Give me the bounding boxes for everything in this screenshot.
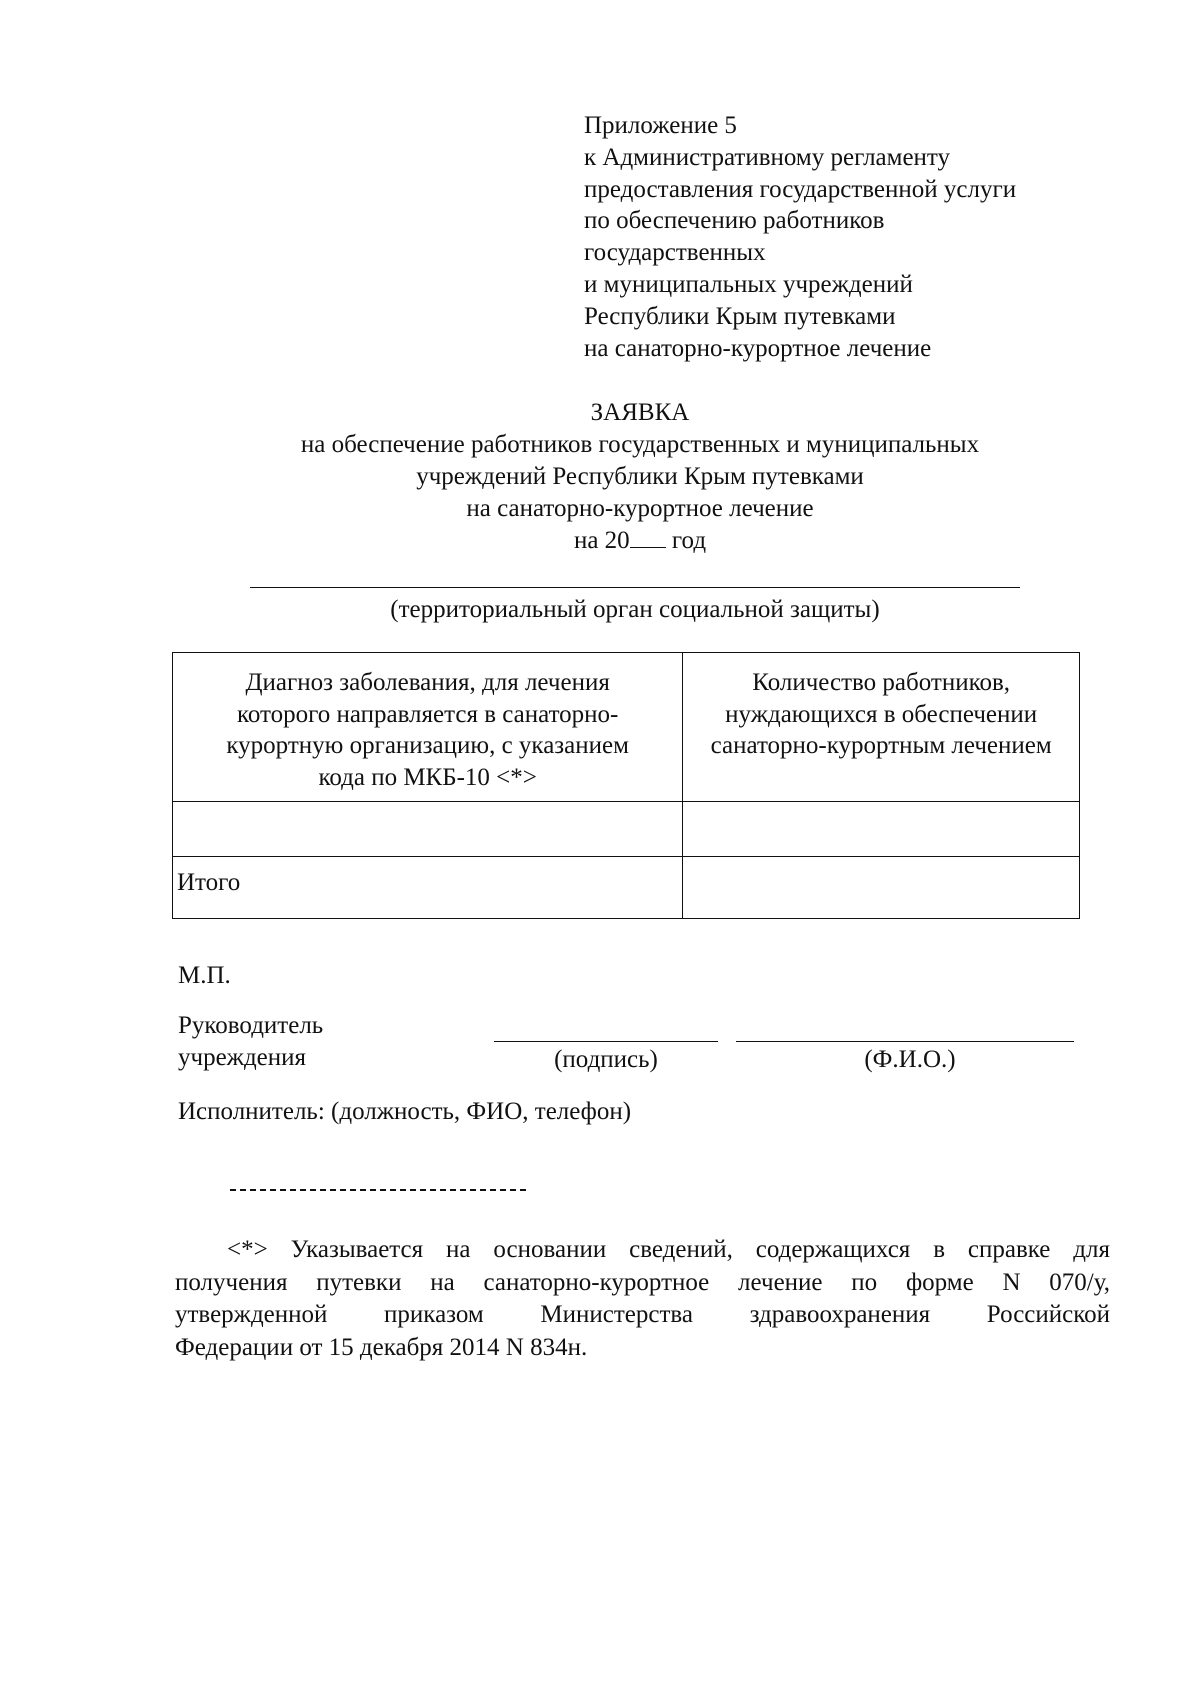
appendix-line: государственных xyxy=(584,239,766,267)
org-blank-line[interactable] xyxy=(250,587,1020,588)
header-text-line: Диагноз заболевания, для лечения xyxy=(245,669,610,696)
header-employee-count xyxy=(683,653,1080,802)
name-caption: (Ф.И.О.) xyxy=(864,1046,956,1073)
footnote-line: утвержденной приказом Министерства здравоохранения Российской xyxy=(175,1301,1110,1328)
year-suffix: год xyxy=(671,527,707,554)
signature-caption: (подпись) xyxy=(554,1046,658,1073)
appendix-line: к Административному регламенту xyxy=(584,143,951,171)
title-line: на санаторно-курортное лечение xyxy=(466,495,814,522)
header-text-line: кода по МКБ-10 <*> xyxy=(318,763,537,791)
total-count-cell[interactable] xyxy=(683,857,1080,919)
table-total-row xyxy=(173,857,1080,919)
header-diagnosis xyxy=(173,653,683,802)
title-line: учреждений Республики Крым путевками xyxy=(416,463,864,490)
head-label xyxy=(178,1010,323,1074)
year-blank-field[interactable] xyxy=(630,529,666,548)
title-year-line xyxy=(0,525,1200,557)
appendix-block xyxy=(584,110,1016,364)
head-label-line: учреждения xyxy=(178,1044,307,1071)
diagnosis-cell[interactable] xyxy=(173,802,683,857)
footnote-line: Федерации от 15 декабря 2014 N 834н. xyxy=(175,1333,588,1361)
appendix-line: Приложение 5 xyxy=(584,112,737,139)
executor-line: Исполнитель: (должность, ФИО, телефон) xyxy=(178,1098,632,1125)
footnote-separator xyxy=(230,1189,526,1191)
table-row xyxy=(173,802,1080,857)
appendix-line: по обеспечению работников xyxy=(584,207,885,235)
appendix-line: предоставления государственной услуги xyxy=(584,175,1017,203)
name-blank-line[interactable] xyxy=(736,1041,1074,1042)
title-line: на обеспечение работников государственных и муниципальных xyxy=(300,431,980,458)
head-label-line: Руководитель xyxy=(178,1012,324,1039)
document-title xyxy=(0,397,1200,557)
header-text-line: нуждающихся в обеспечении xyxy=(725,700,1038,728)
header-text-line: которого направляется в санаторно- xyxy=(236,700,619,728)
footnote-line: <*> Указывается на основании сведений, содержащихся в справке для xyxy=(227,1236,1110,1263)
appendix-line: Республики Крым путевками xyxy=(584,302,896,330)
footnote-line: получения путевки на санаторно-курортное лечение по форме N 070/у, xyxy=(175,1268,1110,1296)
footnote xyxy=(175,1234,1110,1364)
table-header-row xyxy=(173,653,1080,802)
appendix-line: на санаторно-курортное лечение xyxy=(584,334,932,362)
count-cell[interactable] xyxy=(683,802,1080,857)
application-table xyxy=(172,652,1080,919)
seal-mark: М.П. xyxy=(178,962,231,989)
header-text-line: санаторно-курортным лечением xyxy=(710,732,1052,759)
signature-blank-line[interactable] xyxy=(494,1041,718,1042)
total-label: Итого xyxy=(173,857,683,919)
org-caption: (территориальный орган социальной защиты) xyxy=(390,596,880,623)
header-text-line: Количество работников, xyxy=(752,669,1011,696)
header-text-line: курортную организацию, с указанием xyxy=(226,732,629,759)
title-heading: ЗАЯВКА xyxy=(590,399,690,426)
year-prefix: на 20 xyxy=(573,527,630,554)
appendix-line: и муниципальных учреждений xyxy=(584,270,913,298)
